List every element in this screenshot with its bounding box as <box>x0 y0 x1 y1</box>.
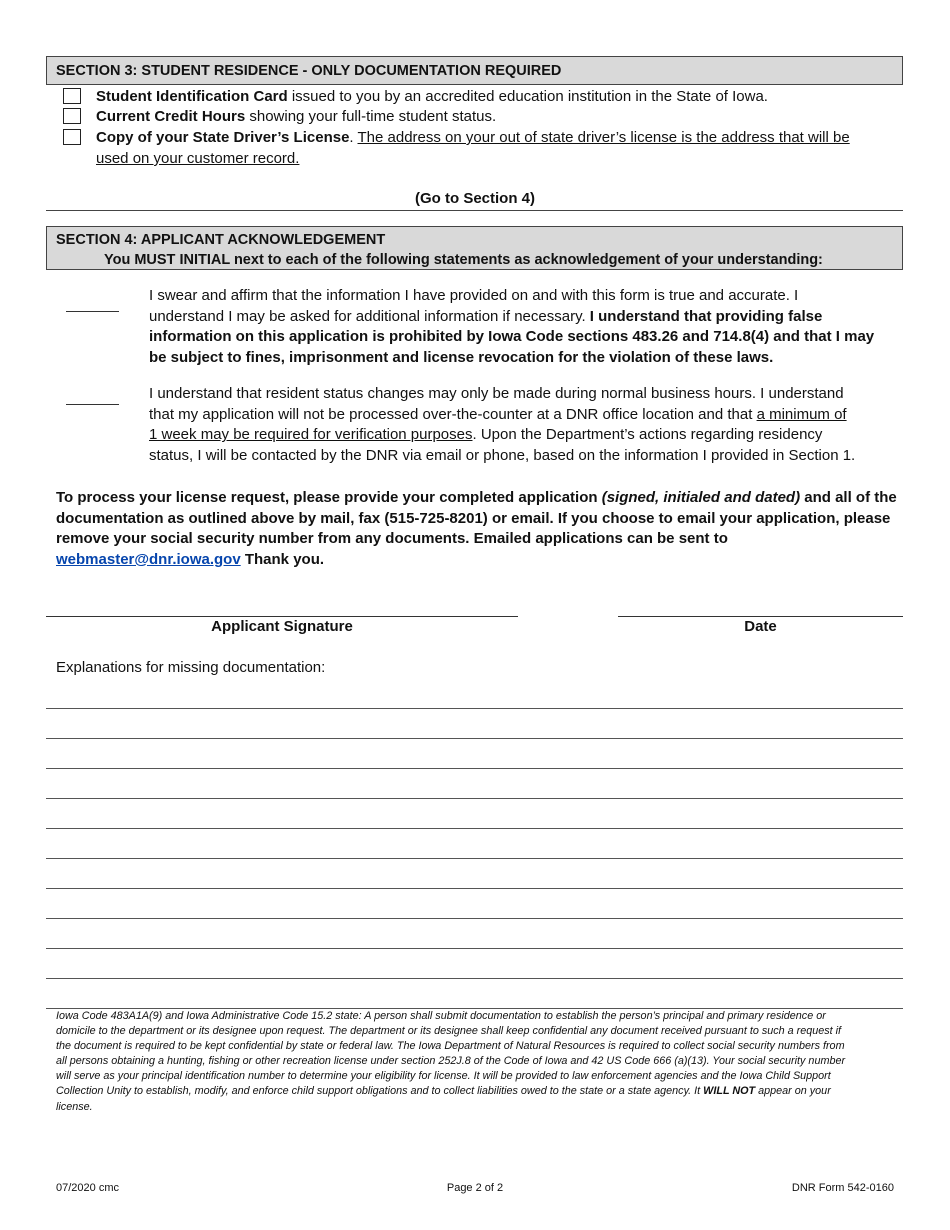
divider <box>46 210 903 211</box>
statement-2: I understand that resident status changes may only be made during normal business hours. I understand that my application will not be processed over-the-counter at a DNR office location and that a minimum of 1 week may be required for verification purposes. Upon the Department’s actions regarding residency status, I will be contacted by the DNR via email or phone, based on the information I provided in Section 1. <box>149 385 856 464</box>
footer-page-number: Page 2 of 2 <box>446 1182 504 1194</box>
explanation-line[interactable] <box>46 858 903 859</box>
email-link[interactable]: webmaster@dnr.iowa.gov <box>56 550 241 568</box>
footer-revision: 07/2020 cmc <box>56 1182 119 1194</box>
submission-instructions: To process your license request, please provide your completed application (signed, initialed and dated) and all of the documentation as outlined above by mail, fax (515-725-8201) or email. If you choose to email your application, please remove your social security number from any documents. Emailed applications can be sent to webmaster@dnr.iowa.gov Thank you. <box>56 489 897 568</box>
explanation-line[interactable] <box>46 708 903 709</box>
explanation-line[interactable] <box>46 798 903 799</box>
applicant-signature-label: Applicant Signature <box>211 618 353 635</box>
section3-item-3: Copy of your State Driver’s License. The address on your out of state driver’s license is the address that will be used on your customer record. <box>96 129 850 167</box>
initial-line-2[interactable] <box>66 404 119 405</box>
explanation-line[interactable] <box>46 948 903 949</box>
statement-1: I swear and affirm that the information I have provided on and with this form is true and accurate. I understand I may be asked for additional information if necessary. I understand that providing false information on this application is prohibited by Iowa Code sections 483.26 and 714.8(4) and that I may be subject to fines, imprisonment and license revocation for the violation of these laws. <box>149 287 875 366</box>
footer-form-number: DNR Form 542-0160 <box>791 1182 894 1194</box>
section4-header-text: SECTION 4: APPLICANT ACKNOWLEDGEMENT <box>56 232 386 248</box>
section3-item-2: Current Credit Hours showing your full-time student status. <box>96 108 497 125</box>
applicant-signature-line[interactable] <box>46 616 518 617</box>
section4-subheader: You MUST INITIAL next to each of the following statements as acknowledgement of your understanding: <box>104 252 823 268</box>
date-label: Date <box>744 618 777 635</box>
explanation-line[interactable] <box>46 828 903 829</box>
legal-fineprint: Iowa Code 483A1A(9) and Iowa Administrative Code 15.2 state: A person shall submit documentation to establish the person’s principal and primary residence or domicile to the department or its designee upon request. The department or its designee shall keep confidential any document received pursuant to such a request if the document is required to be kept confidential by state or federal law. The Iowa Department of Natural Resources is required to collect social security numbers from all persons obtaining a hunting, fishing or other recreation license under section 252J.8 of the Code of Iowa and 42 US Code 666 (a)(13). Your social security number will serve as your principal identification number to determine your eligibility for license. It will be provided to law enforcement agencies and the Iowa Child Support Collection Unity to establish, modify, and enforce child support obligations and to collect liabilities owed to the state or a state agency. It WILL NOT appear on your license. <box>56 1010 846 1113</box>
checkbox-student-id[interactable] <box>63 88 81 104</box>
explanation-line[interactable] <box>46 978 903 979</box>
explanation-line[interactable] <box>46 918 903 919</box>
section3-header <box>46 56 903 85</box>
section3-item-1: Student Identification Card issued to you by an accredited education institution in the State of Iowa. <box>96 88 768 105</box>
initial-line-1[interactable] <box>66 311 119 312</box>
explanations-label: Explanations for missing documentation: <box>56 659 326 676</box>
checkbox-credit-hours[interactable] <box>63 108 81 124</box>
explanation-line[interactable] <box>46 768 903 769</box>
explanation-line[interactable] <box>46 738 903 739</box>
section4-header <box>46 226 903 270</box>
checkbox-drivers-license[interactable] <box>63 129 81 145</box>
explanation-line[interactable] <box>46 888 903 889</box>
section3-header-text: SECTION 3: STUDENT RESIDENCE - ONLY DOCUMENTATION REQUIRED <box>56 63 562 79</box>
date-line[interactable] <box>618 616 903 617</box>
goto-section4: (Go to Section 4) <box>415 190 535 207</box>
